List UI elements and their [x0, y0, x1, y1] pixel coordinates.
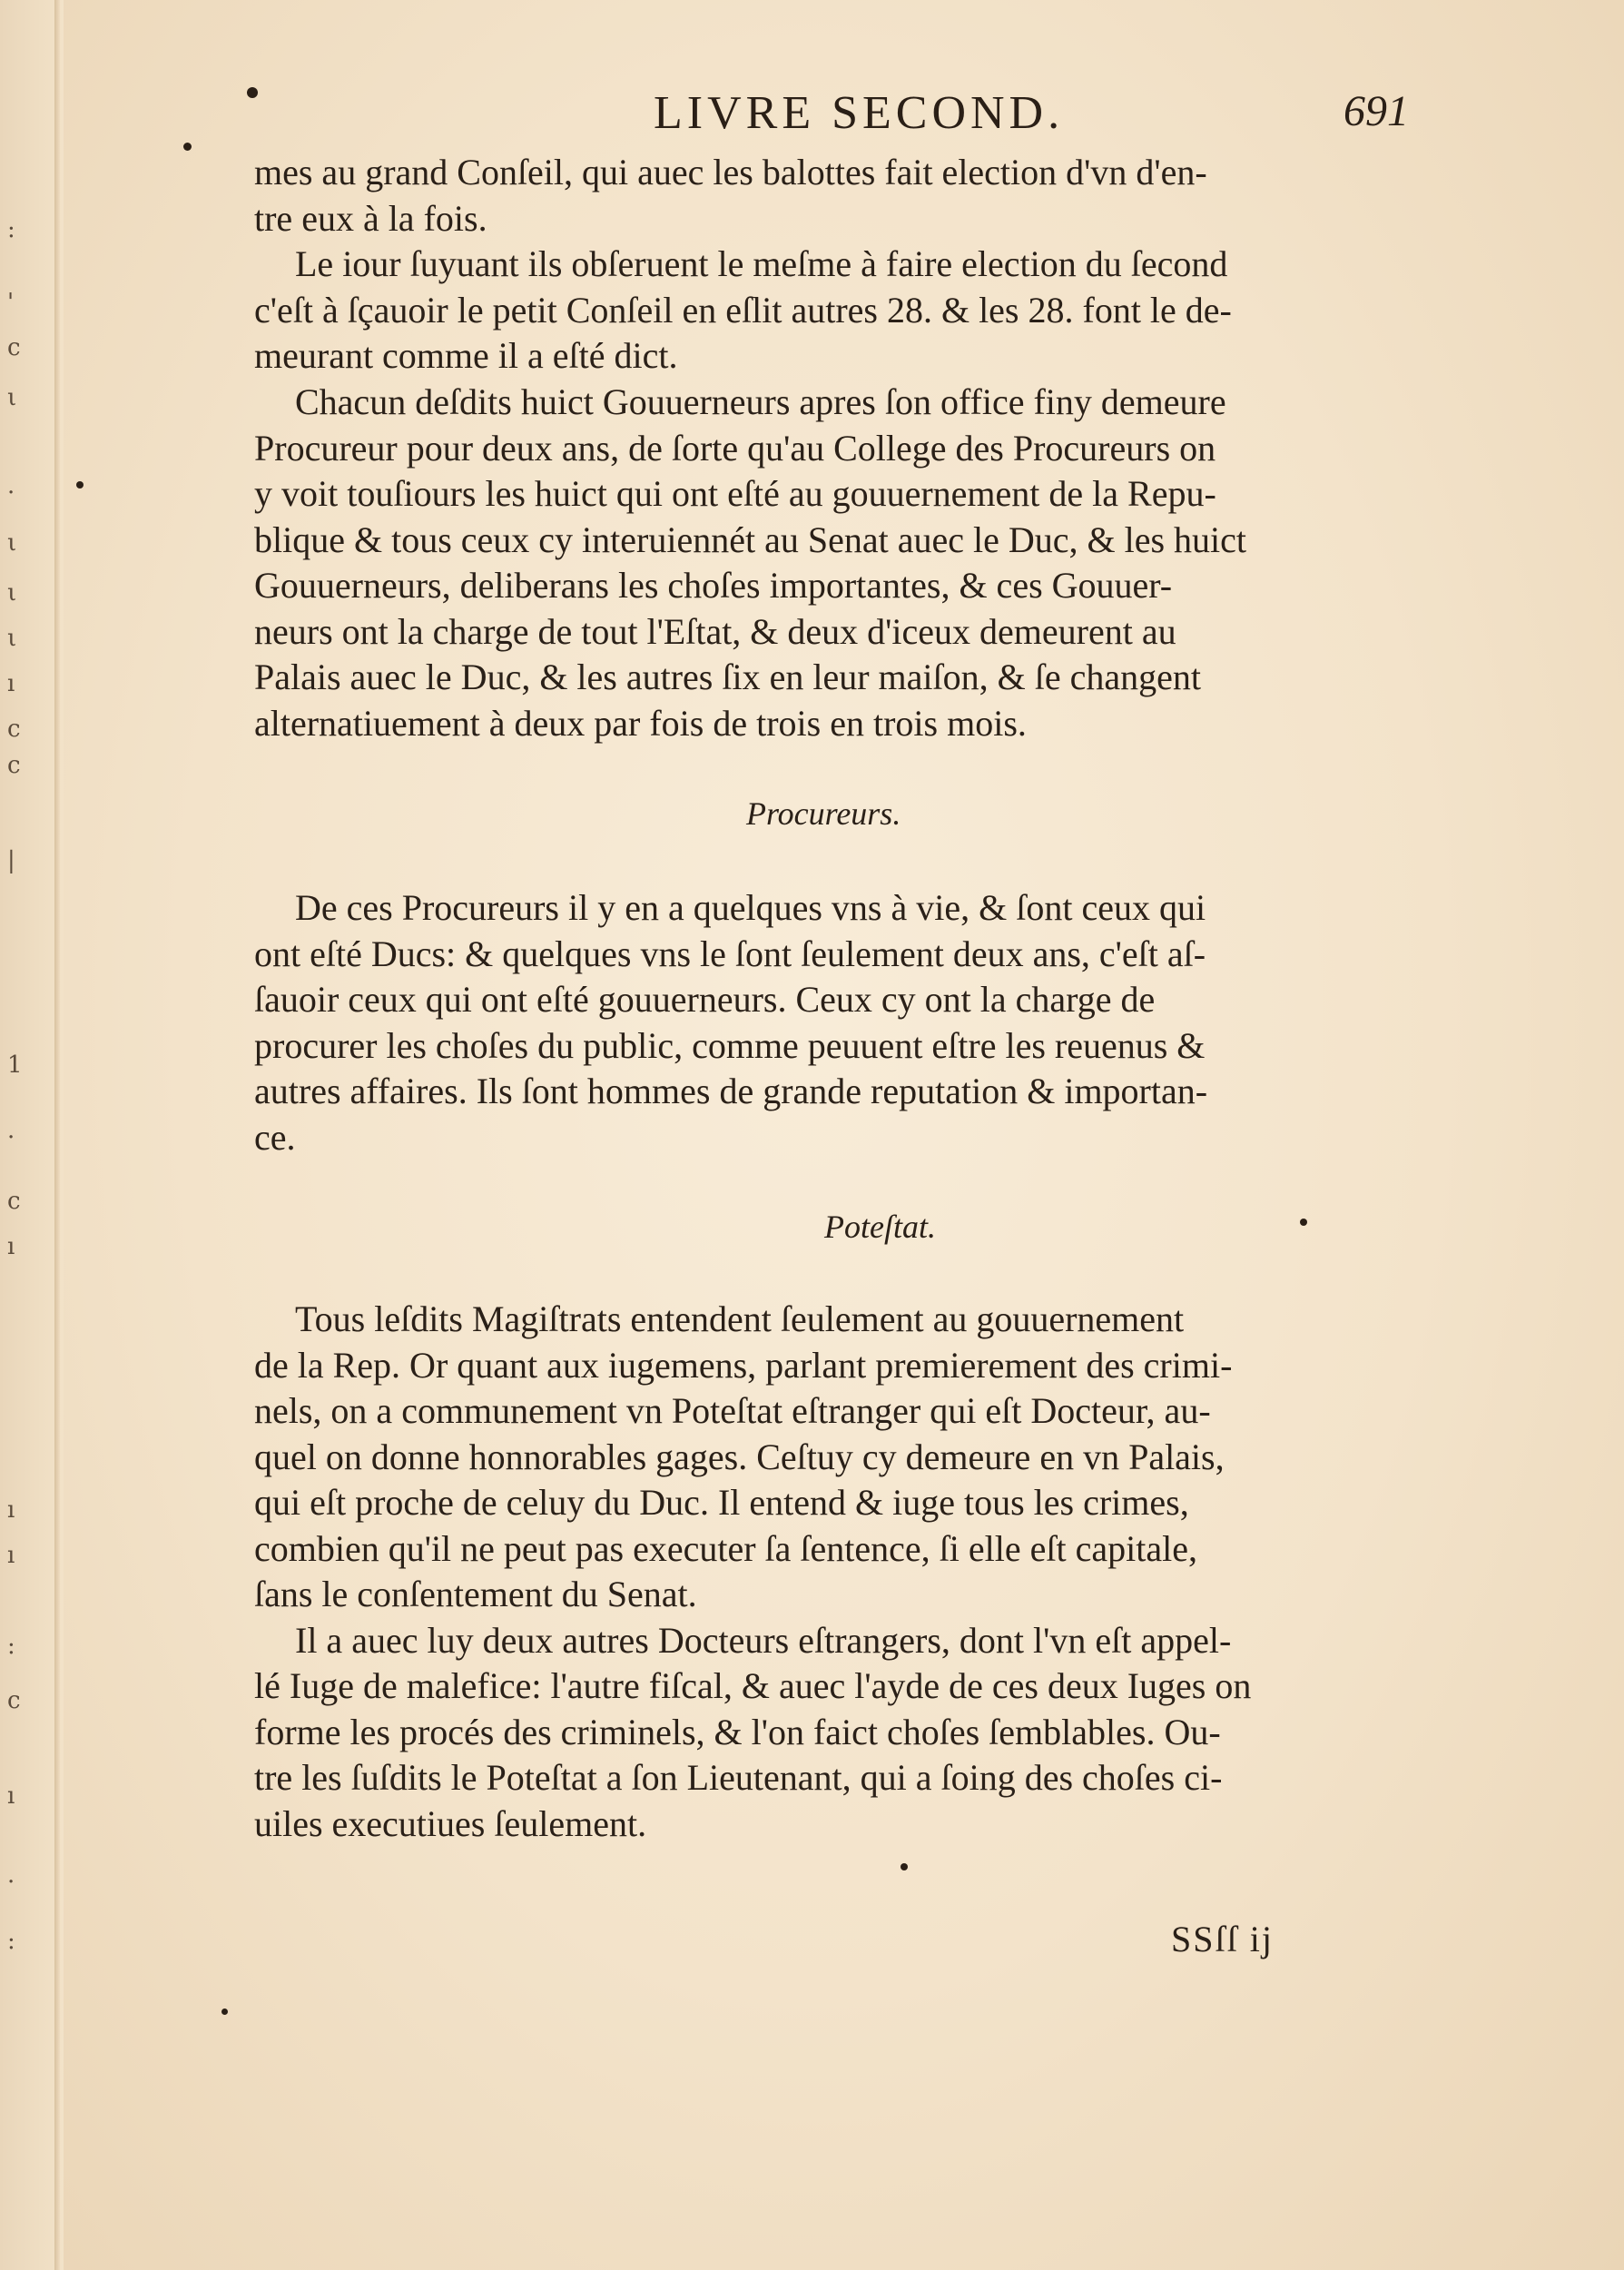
text-line: blique & tous ceux cy interuiennét au Senat auec le Duc, & les huict	[254, 518, 1246, 560]
text-line: ſauoir ceux qui ont eſté gouuerneurs. Ceux cy ont la charge de	[254, 979, 1156, 1020]
text-line: neurs ont la charge de tout l'Eſtat, & deux d'iceux demeurent au	[254, 610, 1176, 652]
text-line: c'eſt à ſçauoir le petit Conſeil en eſlit autres 28. & les 28. font le de-	[254, 289, 1232, 331]
text-line: procurer les choſes du public, comme peuuent eſtre les reuenus &	[254, 1024, 1206, 1066]
text-line: autres affaires. Ils ſont hommes de grande reputation & importan-	[254, 1071, 1208, 1111]
bleed-mark: ı	[7, 1233, 15, 1260]
bleed-mark: ·	[7, 1124, 15, 1151]
text-line: ſans le conſentement du Senat.	[254, 1574, 697, 1614]
ink-spot	[901, 1863, 908, 1870]
bleed-mark: :	[7, 1633, 15, 1660]
bleed-mark: ·	[7, 479, 15, 507]
ink-spot	[183, 143, 192, 151]
bleed-mark: ι	[7, 529, 17, 557]
bleed-mark: :	[7, 216, 15, 243]
paragraph	[254, 885, 1398, 1160]
text-line: quel on donne honnorables gages. Ceſtuy cy demeure en vn Palais,	[254, 1436, 1225, 1477]
bleed-mark: ı	[7, 1496, 15, 1524]
section-title-potestat: Poteſtat.	[824, 1209, 936, 1245]
bleed-mark: '	[7, 289, 15, 316]
running-title: LIVRE SECOND.	[654, 87, 1065, 139]
bleed-mark: c	[7, 334, 21, 361]
bleed-mark: c	[7, 1687, 21, 1714]
text-line: Gouuerneurs, deliberans les choſes importantes, & ces Gouuer-	[254, 565, 1173, 606]
text-line: Procureur pour deux ans, de ſorte qu'au College des Procureurs on	[254, 427, 1216, 469]
bleed-mark: ι	[7, 579, 17, 607]
page-number: 691	[1343, 87, 1409, 135]
text-line: tre les ſuſdits le Poteſtat a ſon Lieutenant, qui a ſoing des choſes ci-	[254, 1757, 1223, 1798]
paragraph	[254, 242, 1398, 380]
signature-mark: SSſſ ij	[1171, 1919, 1274, 1959]
text-line: ont eſté Ducs: & quelques vns le ſont ſeulement deux ans, c'eſt aſ-	[254, 933, 1206, 974]
text-line: combien qu'il ne peut pas executer ſa ſentence, ſi elle eſt capitale,	[254, 1527, 1197, 1569]
text-line: y voit touſiours les huict qui ont eſté au gouuernement de la Repu-	[254, 473, 1216, 514]
bleed-mark: c	[7, 1188, 21, 1215]
text-line: Chacun deſdits huict Gouuerneurs apres ſon office finy demeure	[295, 381, 1226, 422]
bleed-mark: ι	[7, 384, 17, 411]
bleed-mark: c	[7, 716, 21, 743]
bleed-mark: ı	[7, 670, 15, 697]
paragraph	[254, 1297, 1398, 1847]
text-line: Palais auec le Duc, & les autres ſix en leur maiſon, & ſe changent	[254, 656, 1201, 697]
bleed-mark: ι	[7, 625, 17, 652]
text-line: uiles executiues ſeulement.	[254, 1802, 647, 1844]
text-line: qui eſt proche de celuy du Duc. Il entend & iuge tous les crimes,	[254, 1482, 1189, 1523]
section-title-procureurs: Procureurs.	[746, 795, 901, 832]
text-line: Il a auec luy deux autres Docteurs eſtrangers, dont l'vn eſt appel-	[295, 1619, 1232, 1661]
text-line: De ces Procureurs il y en a quelques vns à vie, & ſont ceux qui	[295, 887, 1206, 928]
text-line: meurant comme il a eſté dict.	[254, 335, 678, 376]
text-line: forme les procés des criminels, & l'on faict choſes ſemblables. Ou-	[254, 1711, 1221, 1752]
bleed-mark: ·	[7, 1869, 15, 1896]
text-line: ce.	[254, 1116, 296, 1158]
bleed-mark: |	[7, 847, 15, 874]
text-line: Le iour ſuyuant ils obſeruent le meſme à faire election du ſecond	[295, 243, 1228, 284]
ink-spot	[221, 2008, 228, 2015]
ink-spot	[247, 87, 258, 98]
text-line: Tous leſdits Magiſtrats entendent ſeulement au gouuernement	[295, 1298, 1185, 1339]
bleed-mark: ı	[7, 1542, 15, 1569]
page-edge	[54, 0, 60, 2270]
bleed-mark: :	[7, 1928, 15, 1955]
text-line: alternatiuement à deux par fois de trois en trois mois.	[254, 702, 1027, 744]
text-line: nels, on a communement vn Poteſtat eſtranger qui eſt Docteur, au-	[254, 1390, 1211, 1431]
text-line: lé Iuge de malefice: l'autre fiſcal, & auec l'ayde de ces deux Iuges on	[254, 1665, 1252, 1706]
bleed-mark: ı	[7, 1782, 15, 1810]
text-line: tre eux à la fois.	[254, 197, 487, 239]
bleed-mark: c	[7, 752, 21, 779]
paragraph	[254, 380, 1398, 746]
paragraph	[254, 150, 1398, 242]
ink-spot	[1300, 1219, 1307, 1226]
text-line: de la Rep. Or quant aux iugemens, parlant premierement des crimi-	[254, 1344, 1233, 1386]
ink-spot	[76, 481, 84, 489]
text-line: mes au grand Conſeil, qui auec les balottes fait election d'vn d'en-	[254, 152, 1207, 192]
bleed-mark: 1	[7, 1051, 23, 1079]
